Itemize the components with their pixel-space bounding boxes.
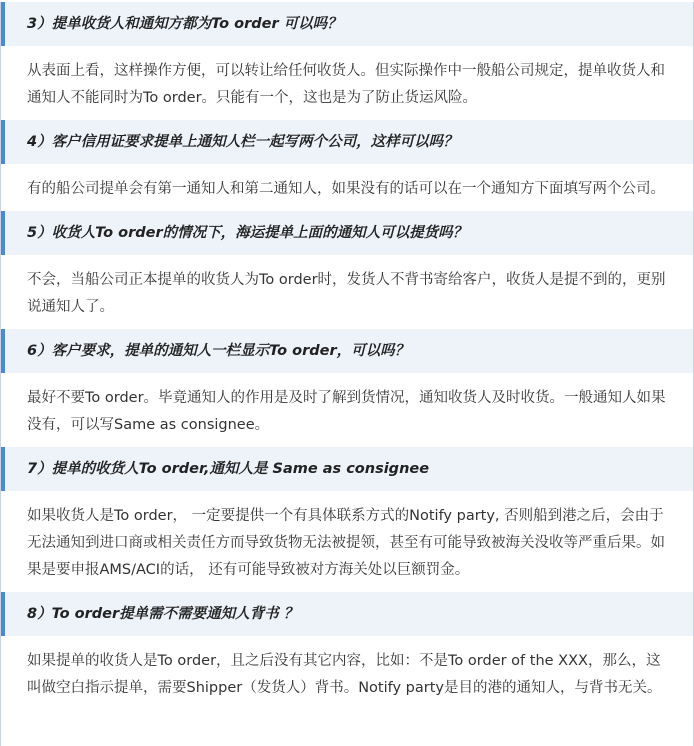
faq-answer-8: 如果提单的收货人是To order，且之后没有其它内容，比如：不是To order of the XXX，那么，这叫做空白指示提单，需要Shipper（发货人）背书。Notify party是目的港的通知人，与背书无关。 [27,653,662,696]
faq-item-8 [1,592,693,710]
faq-answer-5: 不会，当船公司正本提单的收货人为To order时，发货人不背书寄给客户，收货人是提不到的，更别说通知人了。 [27,272,666,315]
faq-question-3: 3）提单收货人和通知方都为To order 可以吗？ [1,2,693,46]
faq-question-8: 8）To order提单需不需要通知人背书 ？ [1,592,693,636]
faq-answer-6: 最好不要To order。毕竟通知人的作用是及时了解到货情况，通知收货人及时收货。一般通知人如果没有，可以写Same as consignee。 [27,390,666,433]
faq-item-4 [1,120,693,211]
faq-question-6: 6）客户要求，提单的通知人一栏显示To order，可以吗？ [1,329,693,373]
faq-page [0,2,694,746]
faq-question-4: 4）客户信用证要求提单上通知人栏一起写两个公司，这样可以吗？ [1,120,693,164]
faq-answer-7: 如果收货人是To order， 一定要提供一个有具体联系方式的Notify party, 否则船到港之后，会由于无法通知到进口商或相关责任方而导致货物无法被提领，甚至有可能导致被海关没收等严重后果。如果是要申报AMS/ACI的话， 还有可能导致被对方海关处以巨额罚金。 [27,508,665,578]
faq-question-5: 5）收货人To order的情况下，海运提单上面的通知人可以提货吗？ [1,211,693,255]
faq-question-7: 7）提单的收货人To order,通知人是 Same as consignee [1,447,693,491]
faq-answer-4: 有的船公司提单会有第一通知人和第二通知人，如果没有的话可以在一个通知方下面填写两个公司。 [27,181,665,197]
faq-item-6 [1,329,693,447]
faq-answer-3: 从表面上看，这样操作方便，可以转让给任何收货人。但实际操作中一般船公司规定，提单收货人和通知人不能同时为To order。只能有一个，这也是为了防止货运风险。 [27,63,665,106]
faq-item-3 [1,2,693,120]
faq-item-5 [1,211,693,329]
faq-item-7 [1,447,693,592]
